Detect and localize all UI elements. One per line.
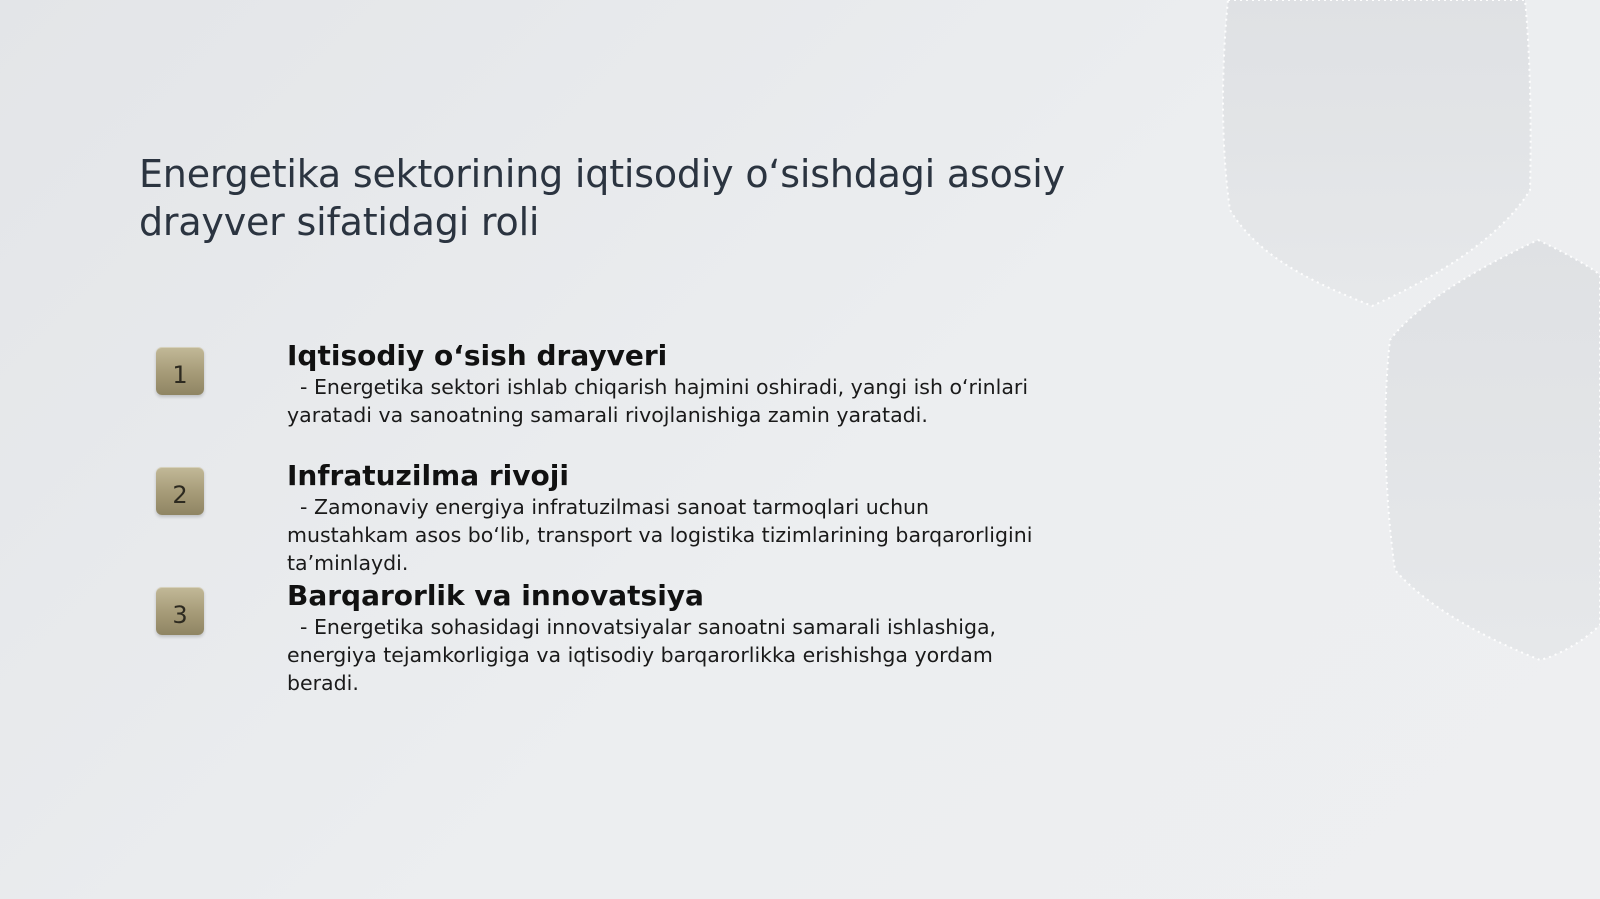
list-item-description: - Zamonaviy energiya infratuzilmasi sanoat tarmoqlari uchun mustahkam asos bo‘lib, transport va logistika tizimlarining barqarorligini ta’minlaydi. (287, 495, 1033, 575)
list-item-content (287, 579, 1087, 697)
slide-title: Energetika sektorining iqtisodiy o‘sishdagi asosiy drayver sifatidagi roli (139, 152, 1065, 244)
number-badge: 3 (156, 587, 204, 635)
list-item-heading: Barqarorlik va innovatsiya (287, 579, 704, 612)
list-item-heading: Infratuzilma rivoji (287, 459, 569, 492)
hexagon-shape-right (1385, 240, 1600, 660)
hexagon-shape-top (1223, 0, 1531, 306)
list-item-content (287, 339, 1087, 429)
list-item-heading: Iqtisodiy o‘sish drayveri (287, 339, 668, 372)
list-item-description: - Energetika sektori ishlab chiqarish hajmini oshiradi, yangi ish o‘rinlari yaratadi va sanoatning samarali rivojlanishiga zamin yaratadi. (287, 375, 1029, 427)
number-badge: 2 (156, 467, 204, 515)
list-item-content (287, 459, 1087, 577)
list-item-description: - Energetika sohasidagi innovatsiyalar sanoatni samarali ishlashiga, energiya tejamkorligiga va iqtisodiy barqarorlikka erishishga yordam beradi. (287, 615, 997, 695)
number-badge: 1 (156, 347, 204, 395)
